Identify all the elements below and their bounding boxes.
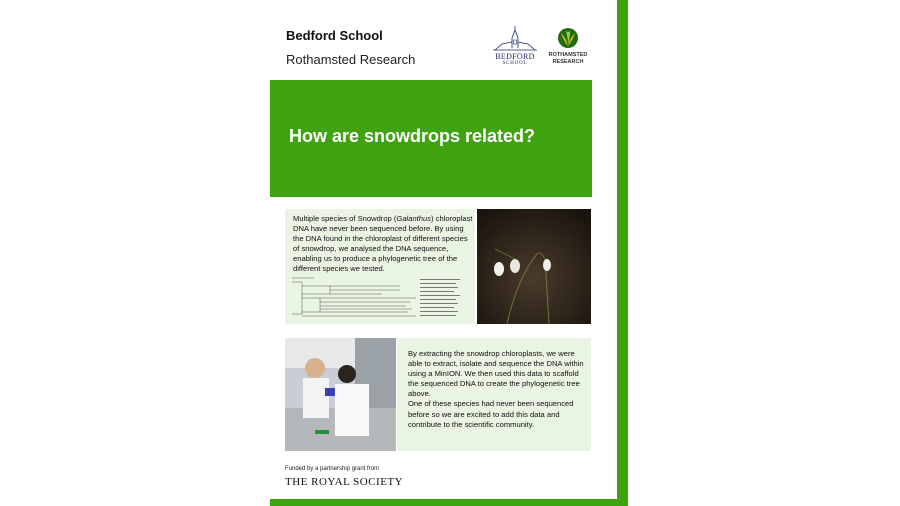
- bedford-logo-text: BEDFORD: [495, 52, 535, 61]
- poster-bottom-border: [270, 499, 628, 506]
- snowdrop-photo: [477, 209, 591, 324]
- poster-right-border: [617, 0, 628, 506]
- rothamsted-logo-subtext: RESEARCH: [552, 59, 584, 65]
- school-name: Bedford School: [286, 28, 383, 43]
- method-paragraph-1: By extracting the snowdrop chloroplasts, we were able to extract, isolate and sequence the DNA within using a MinION. We then used this data to scaffold the sequenced DNA to create the phylogenetic tree above.: [408, 349, 584, 399]
- bedford-logo-subtext: SCHOOL: [502, 61, 528, 66]
- method-paragraph-2: One of these species had never been sequenced before so we are excited to add this data and contribute to the scientific community.: [408, 399, 574, 429]
- funding-note: Funded by a partnership grant from: [285, 466, 380, 472]
- intro-text-part2: ) chloroplast DNA have never been sequenced before. By using the DNA found in the chloroplast of different species of snowdrop, we analysed the DNA sequence, enabling us to produce a phylogenetic tree of the different species we tested.: [293, 214, 473, 274]
- method-text: [408, 349, 588, 430]
- poster-title: How are snowdrops related?: [289, 126, 536, 146]
- laboratory-photo: [285, 338, 396, 451]
- phylogenetic-tree-figure: [290, 274, 470, 320]
- intro-text-genus: Galanthus: [396, 214, 432, 223]
- research-institute-name: Rothamsted Research: [286, 52, 416, 67]
- rothamsted-logo: [544, 26, 592, 70]
- rothamsted-logo-text: ROTHAMSTED: [548, 52, 588, 58]
- royal-society-logo: THE ROYAL SOCIETY: [285, 476, 404, 488]
- intro-text: [293, 214, 473, 275]
- intro-text-part1: Multiple species of Snowdrop (: [293, 214, 397, 223]
- bedford-school-building-icon: [490, 26, 540, 52]
- rothamsted-leaf-icon: [544, 26, 592, 52]
- bedford-school-logo: [490, 26, 540, 70]
